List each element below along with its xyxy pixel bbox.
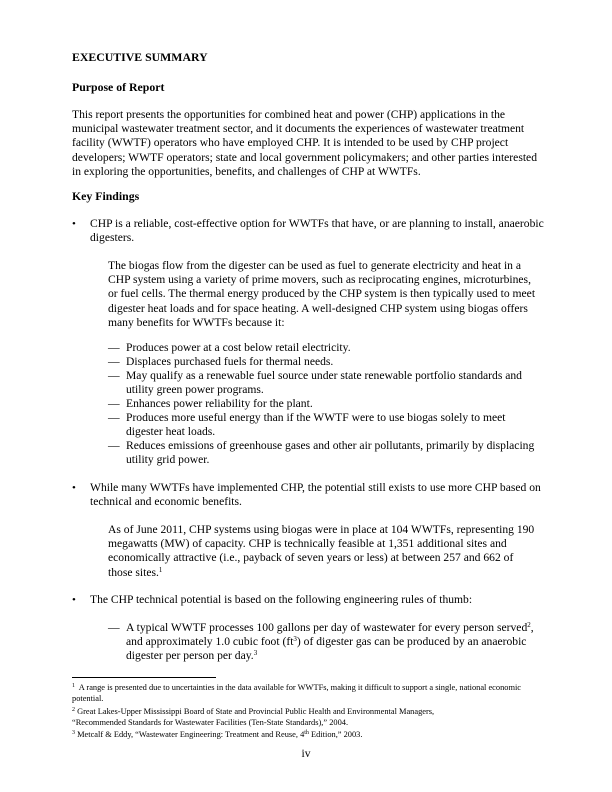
rule-text-c: ) of digester gas can be produced by an anaerobic digester per person per day.: [126, 635, 527, 663]
finding-1-text: CHP is a reliable, cost-effective option for WWTFs that have, or are planning to install, anaerobic digesters.: [90, 217, 544, 245]
finding-3-text: The CHP technical potential is based on the following engineering rules of thumb:: [90, 593, 473, 606]
footnote-1-text: A range is presented due to uncertainties in the data available for WWTFs, making it difficult to support a single, national economic potential.: [72, 683, 522, 703]
rule-text-b: , and approximately 1.0 cubic foot (ft: [126, 621, 534, 649]
executive-summary-heading: EXECUTIVE SUMMARY: [72, 50, 208, 64]
benefit-text: Reduces emissions of greenhouse gases and other air pollutants, primarily by displacing utility grid power.: [126, 439, 535, 467]
bullet-marker: •: [72, 482, 76, 494]
benefit-text: Enhances power reliability for the plant.: [126, 397, 313, 410]
footnote-ref: 1: [158, 565, 163, 574]
dash-marker: —: [108, 355, 120, 368]
footnote-2: [72, 707, 542, 728]
dash-marker: —: [108, 439, 120, 452]
footnote-number: 1: [72, 683, 75, 689]
finding-2-text: While many WWTFs have implemented CHP, the potential still exists to use more CHP based on technical and economic benefits.: [90, 481, 541, 509]
benefit-text: Displaces purchased fuels for thermal needs.: [126, 355, 334, 368]
footnote-number: 3: [72, 730, 75, 736]
footnote-1: [72, 683, 542, 704]
benefit-text: Produces more useful energy than if the WWTF were to use biogas solely to meet digester heat loads.: [126, 411, 506, 439]
rule-of-thumb-text: [126, 621, 542, 664]
footnote-ref: 2: [527, 621, 531, 629]
dash-marker: —: [108, 341, 120, 354]
finding-1-detail: The biogas flow from the digester can be used as fuel to generate electricity and heat in a CHP system using a variety of prime movers, such as reciprocating engines, microturbines, or fuel cells. The thermal energy produced by the CHP system is then typically used to meet digester heat loads and for space heating. A well-designed CHP system using biogas offers many benefits for WWTFs because it:: [108, 259, 536, 329]
exponent: 3: [293, 635, 297, 644]
footnote-3-text-a: Metcalf & Eddy, “Wastewater Engineering: Treatment and Reuse, 4: [77, 730, 305, 739]
finding-2-detail-text: As of June 2011, CHP systems using biogas were in place at 104 WWTFs, representing 190 megawatts (MW) of capacity. CHP is technically feasible at 1,351 additional sites and economically attractive (i.e., payback of seven years or less) at between 257 and 662 of those sites.: [108, 523, 535, 579]
ordinal-suffix: th: [304, 730, 309, 736]
benefit-text: May qualify as a renewable fuel source under state renewable portfolio standards and utility green power programs.: [126, 369, 522, 397]
benefit-text: Produces power at a cost below retail electricity.: [126, 341, 351, 354]
footnote-2-text-a: Great Lakes-Upper Mississippi Board of State and Provincial Public Health and Environmental Managers,: [77, 707, 435, 716]
rule-text-a: A typical WWTF processes 100 gallons per day of wastewater for every person served: [126, 621, 528, 634]
footnote-ref: 3: [253, 649, 258, 658]
purpose-heading: Purpose of Report: [72, 80, 165, 94]
footnote-divider: [72, 677, 216, 678]
footnote-3-text-b: Edition,” 2003.: [308, 730, 363, 739]
purpose-paragraph: This report presents the opportunities for combined heat and power (CHP) applications in the municipal wastewater treatment sector, and it documents the experiences of wastewater treatment facility (WWTF) operators who have employed CHP. It is intended to be used by CHP project developers; WWTF operators; state and local government policymakers; and other parties interested in exploring the opportunities, benefits, and challenges of CHP at WWTFs.: [72, 108, 537, 178]
page-number: iv: [301, 747, 311, 760]
dash-marker: —: [108, 397, 120, 410]
dash-marker: —: [108, 369, 120, 382]
dash-marker: —: [108, 411, 120, 424]
bullet-marker: •: [72, 594, 76, 606]
dash-marker: —: [108, 621, 120, 634]
footnote-number: 2: [72, 707, 75, 713]
key-findings-heading: Key Findings: [72, 189, 140, 203]
footnote-2-text-b: “Recommended Standards for Wastewater Facilities (Ten-State Standards),” 2004.: [72, 717, 349, 727]
footnote-3: [72, 730, 542, 741]
bullet-marker: •: [72, 218, 76, 230]
finding-2-detail: [108, 523, 540, 580]
